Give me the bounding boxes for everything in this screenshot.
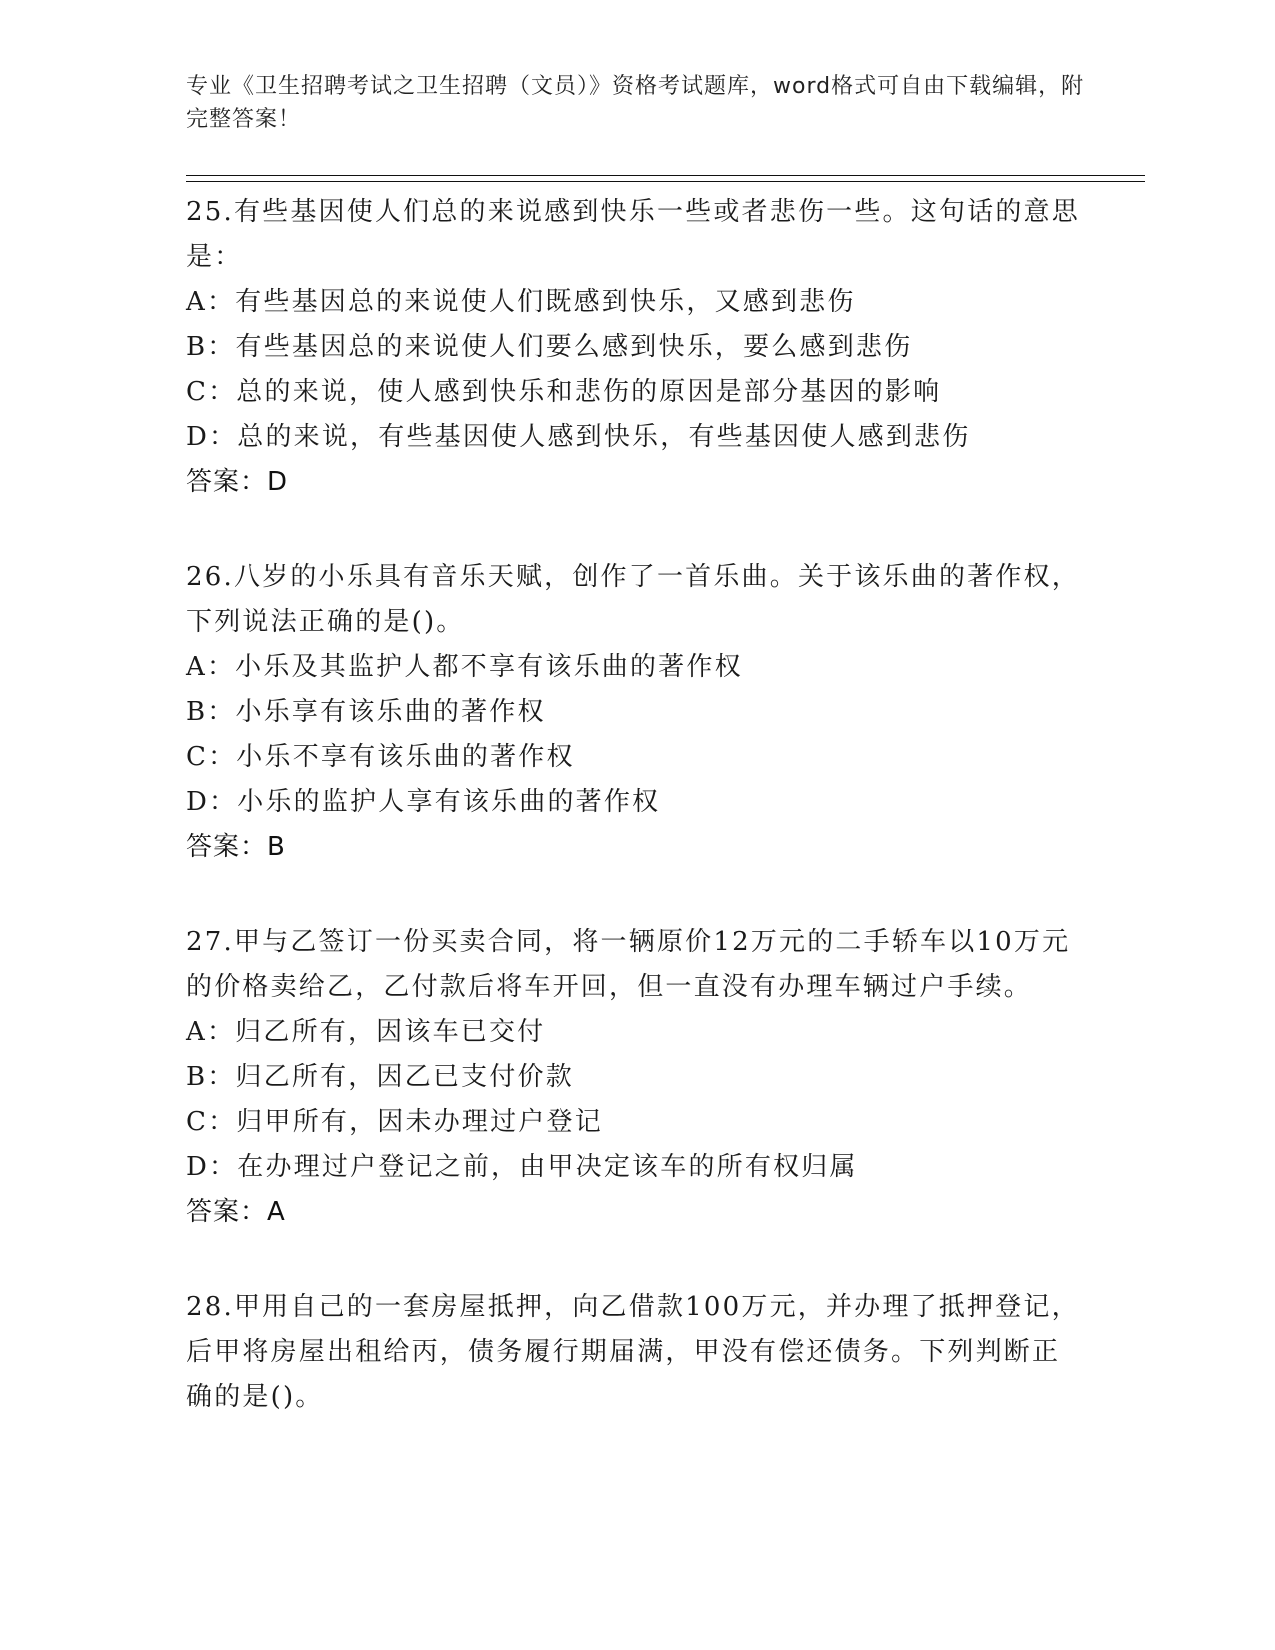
answer-label: 答案：D xyxy=(186,467,289,497)
option-a: A：归乙所有，因该车已交付 xyxy=(186,1017,546,1047)
option-b: B：小乐享有该乐曲的著作权 xyxy=(186,697,546,727)
page-header: 专业《卫生招聘考试之卫生招聘（文员）》资格考试题库，word格式可自由下载编辑，附完整答案！ xyxy=(186,74,1085,132)
option-b: B：归乙所有，因乙已支付价款 xyxy=(186,1062,574,1092)
question-25 xyxy=(186,190,1086,505)
option-d: D：在办理过户登记之前，由甲决定该车的所有权归属 xyxy=(186,1152,858,1182)
question-26 xyxy=(186,555,1086,870)
question-27 xyxy=(186,920,1086,1235)
option-b: B：有些基因总的来说使人们要么感到快乐，要么感到悲伤 xyxy=(186,332,913,362)
option-a: A：小乐及其监护人都不享有该乐曲的著作权 xyxy=(186,652,743,682)
answer-label: 答案：A xyxy=(186,1197,286,1227)
header-divider-top xyxy=(186,175,1145,176)
header-divider-bottom xyxy=(186,181,1145,182)
option-d: D：总的来说，有些基因使人感到快乐，有些基因使人感到悲伤 xyxy=(186,422,971,452)
option-c: C：小乐不享有该乐曲的著作权 xyxy=(186,742,575,772)
question-stem: 27.甲与乙签订一份买卖合同，将一辆原价12万元的二手轿车以10万元的价格卖给乙，乙付款后将车开回，但一直没有办理车辆过户手续。 xyxy=(186,927,1071,1002)
option-d: D：小乐的监护人享有该乐曲的著作权 xyxy=(186,787,661,817)
question-list xyxy=(186,190,1086,1470)
question-stem: 28.甲用自己的一套房屋抵押，向乙借款100万元，并办理了抵押登记，后甲将房屋出租给丙，债务履行期届满，甲没有偿还债务。下列判断正确的是()。 xyxy=(186,1292,1080,1412)
question-28 xyxy=(186,1285,1086,1420)
question-stem: 26.八岁的小乐具有音乐天赋，创作了一首乐曲。关于该乐曲的著作权，下列说法正确的是()。 xyxy=(186,562,1080,637)
option-c: C：总的来说，使人感到快乐和悲伤的原因是部分基因的影响 xyxy=(186,377,942,407)
option-a: A：有些基因总的来说使人们既感到快乐，又感到悲伤 xyxy=(186,287,856,317)
question-stem: 25.有些基因使人们总的来说感到快乐一些或者悲伤一些。这句话的意思是： xyxy=(186,197,1080,272)
option-c: C：归甲所有，因未办理过户登记 xyxy=(186,1107,603,1137)
answer-label: 答案：B xyxy=(186,832,286,862)
